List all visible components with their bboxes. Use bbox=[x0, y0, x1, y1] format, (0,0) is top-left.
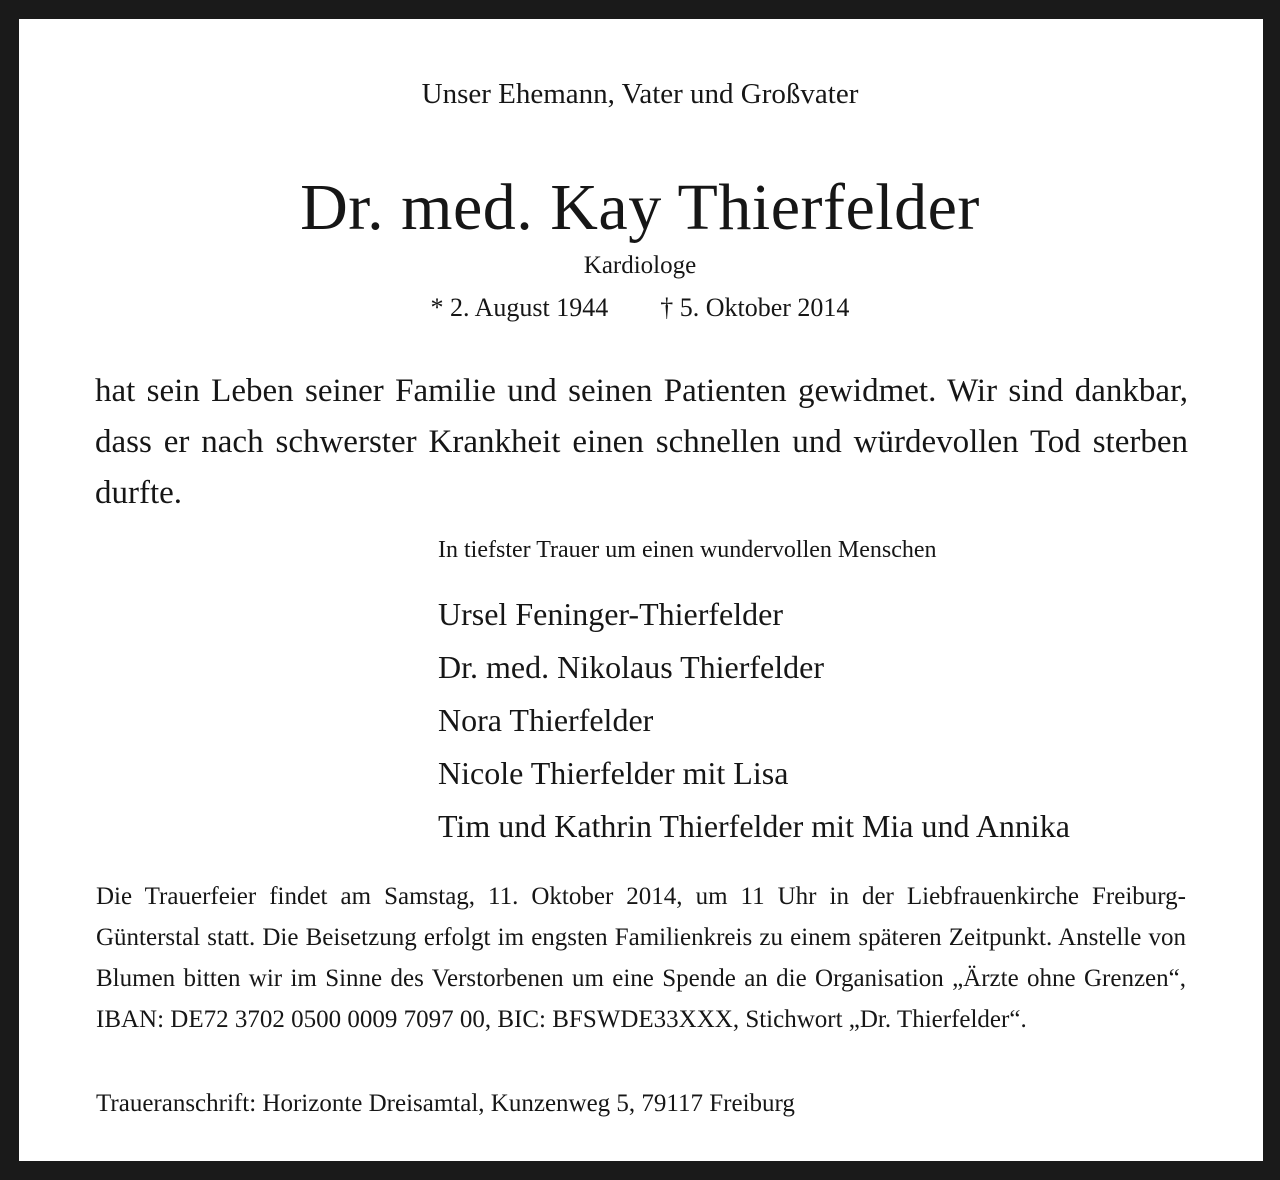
tribute-text: hat sein Leben seiner Familie und seinen Patienten gewidmet. Wir sind dankbar, dass er nach schwerster Krankheit einen schnellen und würdevollen Tod sterben durfte. bbox=[95, 373, 1188, 511]
intro-line: Unser Ehemann, Vater und Großvater bbox=[421, 78, 859, 110]
profession: Kardiologe bbox=[583, 252, 697, 279]
mourning-intro: In tiefster Trauer um einen wundervollen Menschen bbox=[438, 537, 937, 563]
mourner: Tim und Kathrin Thierfelder mit Mia und Annika bbox=[438, 808, 1070, 844]
mourner: Ursel Feninger-Thierfelder bbox=[438, 596, 783, 632]
death-date: † 5. Oktober 2014 bbox=[660, 293, 850, 322]
mourner: Dr. med. Nikolaus Thierfelder bbox=[438, 649, 824, 685]
deceased-name: Dr. med. Kay Thierfelder bbox=[300, 171, 980, 244]
mourners-list bbox=[438, 588, 1070, 853]
mourner: Nicole Thierfelder mit Lisa bbox=[438, 755, 789, 791]
mourner: Nora Thierfelder bbox=[438, 702, 654, 738]
ceremony-details: Die Trauerfeier findet am Samstag, 11. Oktober 2014, um 11 Uhr in der Liebfrauenkirche Freiburg-Günterstal statt. Die Beisetzung erfolgt im engsten Familienkreis zu einem späteren Zeitpunkt. Anstelle von Blumen bitten wir im Sinne des Verstorbenen um eine Spende an die Organisation „Ärzte ohne Grenzen“, IBAN: DE72 3702 0500 0009 7097 00, BIC: BFSWDE33XXX, Stichwort „Dr. Thierfelder“. bbox=[96, 883, 1186, 1033]
birth-date: * 2. August 1944 bbox=[430, 293, 609, 322]
life-dates bbox=[0, 293, 1280, 323]
mourning-address: Traueranschrift: Horizonte Dreisamtal, Kunzenweg 5, 79117 Freiburg bbox=[96, 1090, 795, 1117]
